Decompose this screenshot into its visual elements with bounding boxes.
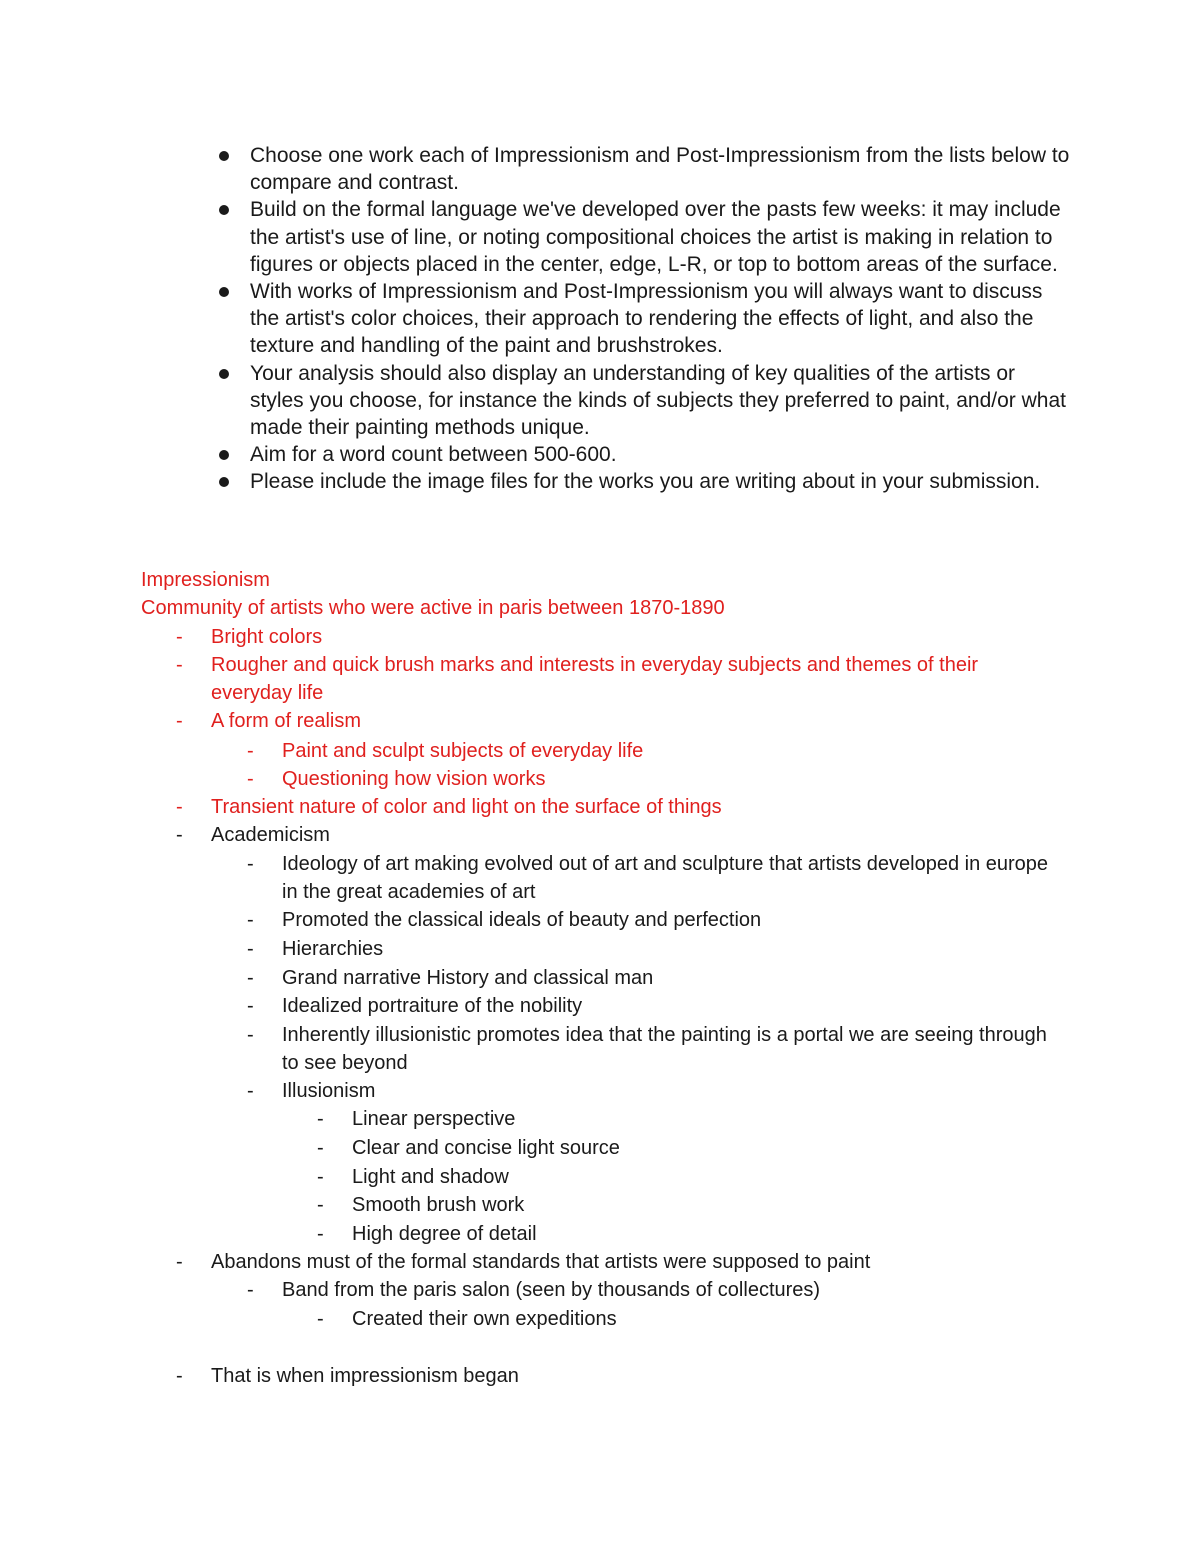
instructions-list [210,142,1070,496]
note-item: - That is when impressionism began [176,1365,519,1387]
section-subtitle: Community of artists who were active in paris between 1870-1890 [141,597,725,619]
note-item: - Band from the paris salon (seen by thousands of collectures) [247,1279,821,1301]
note-item: - Idealized portraiture of the nobility [247,995,583,1017]
note-item: - A form of realism [176,710,362,732]
instruction-item: With works of Impressionism and Post-Impressionism you will always want to discuss the artist's color choices, their approach to rendering the effects of light, and also the texture and handling of the paint and brushstrokes. [210,278,1070,360]
note-item: - Questioning how vision works [247,768,546,790]
bullet-icon [219,151,229,161]
bullet-icon [219,369,229,379]
note-item: - Ideology of art making evolved out of art and sculpture that artists developed in europe in the great academies of art [247,853,1049,904]
bullet-icon [219,477,229,487]
note-item: - Transient nature of color and light on the surface of things [176,796,722,818]
note-item: - Promoted the classical ideals of beauty and perfection [247,909,762,931]
instruction-item: Aim for a word count between 500-600. [210,441,1070,468]
note-item: - Hierarchies [247,938,384,960]
note-item: - Rougher and quick brush marks and interests in everyday subjects and themes of their everyday life [176,654,979,705]
bullet-icon [219,205,229,215]
note-item: - Bright colors [176,626,323,648]
bullet-icon [219,287,229,297]
note-item: - Inherently illusionistic promotes idea that the painting is a portal we are seeing through to see beyond [247,1024,1047,1075]
instruction-item: Your analysis should also display an understanding of key qualities of the artists or styles you choose, for instance the kinds of subjects they preferred to paint, and/or what made their painting methods unique. [210,360,1070,442]
note-item: - Paint and sculpt subjects of everyday life [247,740,644,762]
instruction-item: Choose one work each of Impressionism and Post-Impressionism from the lists below to compare and contrast. [210,142,1070,196]
note-item: - High degree of detail [317,1223,537,1245]
instruction-item: Please include the image files for the works you are writing about in your submission. [210,468,1070,495]
note-item: - Linear perspective [317,1108,516,1130]
section-title: Impressionism [141,569,270,591]
note-item: - Light and shadow [317,1166,509,1188]
note-item: - Illusionism [247,1080,376,1102]
instruction-item: Build on the formal language we've developed over the pasts few weeks: it may include the artist's use of line, or noting compositional choices the artist is making in relation to figures or objects placed in the center, edge, L-R, or top to bottom areas of the surface. [210,196,1070,278]
note-item: - Smooth brush work [317,1194,525,1216]
note-item: - Clear and concise light source [317,1137,620,1159]
note-item: - Created their own expeditions [317,1308,617,1330]
note-item: - Grand narrative History and classical man [247,967,654,989]
note-item: - Abandons must of the formal standards that artists were supposed to paint [176,1251,871,1273]
bullet-icon [219,450,229,460]
note-item: - Academicism [176,824,330,846]
